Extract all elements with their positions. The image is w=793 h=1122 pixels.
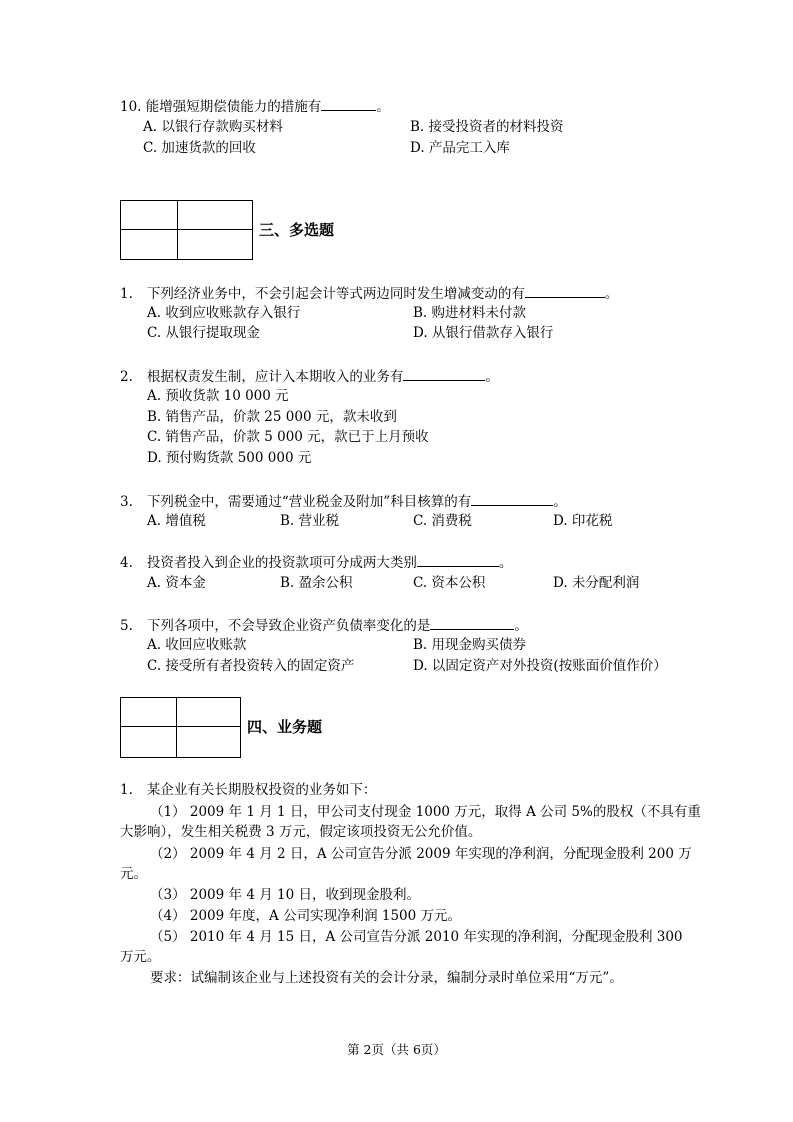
section-title: 三、多选题 — [259, 221, 335, 239]
mc3-option-c: C. 消费税 — [413, 513, 472, 529]
mc4-option-a: A. 资本金 — [147, 575, 206, 591]
mc4-option-c: C. 资本公积 — [413, 575, 486, 591]
mc5-option-b: B. 用现金购买债券 — [413, 637, 527, 653]
answer-blank[interactable] — [471, 491, 553, 506]
mc4-option-d: D. 未分配利润 — [553, 575, 640, 591]
section-title: 四、业务题 — [247, 718, 323, 736]
biz1-line: 万元。 — [120, 949, 161, 965]
mc1-option-b: B. 购进材料未付款 — [413, 305, 527, 321]
mc4-stem: 4. 投资者投入到企业的投资款项可分成两大类别 。 — [120, 552, 512, 573]
page-footer: 第 2页（共 6页） — [347, 1042, 446, 1057]
biz1-line: （3） 2009 年 4 月 10 日，收到现金股利。 — [150, 887, 420, 903]
answer-blank[interactable] — [321, 96, 376, 111]
score-grid — [120, 697, 241, 758]
score-grid — [120, 200, 253, 260]
mc1-option-c: C. 从银行提取现金 — [147, 325, 260, 341]
biz1-line: （4） 2009 年度，A 公司实现净利润 1500 万元。 — [150, 908, 462, 924]
biz1-line: （1） 2009 年 1 月 1 日，甲公司支付现金 1000 万元，取得 A 公司 5%的股权（不具有重 — [150, 804, 701, 820]
mc2-option-b: B. 销售产品，价款 25 000 元，款未收到 — [147, 409, 397, 425]
mc3-option-d: D. 印花税 — [553, 513, 613, 529]
answer-blank[interactable] — [417, 552, 499, 567]
mc2-stem: 2. 根据权责发生制，应计入本期收入的业务有 。 — [120, 366, 499, 387]
biz1-line: （5） 2010 年 4 月 15 日，A 公司宣告分派 2010 年实现的净利润，分配现金股利 300 — [150, 929, 683, 945]
biz1-line: 大影响），发生相关税费 3 万元，假定该项投资无公允价值。 — [120, 824, 482, 840]
mc4-option-b: B. 盈余公积 — [280, 575, 353, 591]
mc3-option-a: A. 增值税 — [147, 513, 206, 529]
biz1-line: （2） 2009 年 4 月 2 日，A 公司宣告分派 2009 年实现的净利润，分配现金股利 200 万 — [150, 846, 692, 862]
mc3-option-b: B. 营业税 — [280, 513, 340, 529]
q10-option-b: B. 接受投资者的材料投资 — [410, 119, 564, 135]
answer-blank[interactable] — [430, 615, 514, 630]
mc1-stem: 1. 下列经济业务中，不会引起会计等式两边同时发生增减变动的有 。 — [120, 283, 618, 304]
mc1-option-d: D. 从银行借款存入银行 — [413, 325, 554, 341]
q10-option-d: D. 产品完工入库 — [410, 140, 510, 156]
mc5-option-a: A. 收回应收账款 — [147, 637, 247, 653]
mc5-option-c: C. 接受所有者投资转入的固定资产 — [147, 658, 355, 674]
mc5-stem: 5. 下列各项中，不会导致企业资产负债率变化的是 。 — [120, 615, 528, 636]
mc1-option-a: A. 收到应收账款存入银行 — [147, 305, 301, 321]
mc2-option-d: D. 预付购货款 500 000 元 — [147, 450, 312, 466]
answer-blank[interactable] — [525, 283, 605, 298]
biz1-requirement: 要求：试编制该企业与上述投资有关的会计分录，编制分录时单位采用“万元”。 — [150, 970, 623, 986]
q10-option-a: A. 以银行存款购买材料 — [143, 119, 283, 135]
mc2-option-a: A. 预收货款 10 000 元 — [147, 388, 289, 404]
biz1-line: 元。 — [120, 866, 147, 882]
answer-blank[interactable] — [403, 366, 485, 381]
mc5-option-d: D. 以固定资产对外投资(按账面价值作价） — [413, 658, 667, 674]
q10-stem: 10. 能增强短期偿债能力的措施有 。 — [120, 96, 390, 117]
mc3-stem: 3. 下列税金中，需要通过“营业税金及附加”科目核算的有 。 — [120, 491, 567, 512]
biz1-intro: 1. 某企业有关长期股权投资的业务如下： — [120, 782, 377, 798]
mc2-option-c: C. 销售产品，价款 5 000 元，款已于上月预收 — [147, 429, 429, 445]
q10-option-c: C. 加速货款的回收 — [143, 140, 256, 156]
